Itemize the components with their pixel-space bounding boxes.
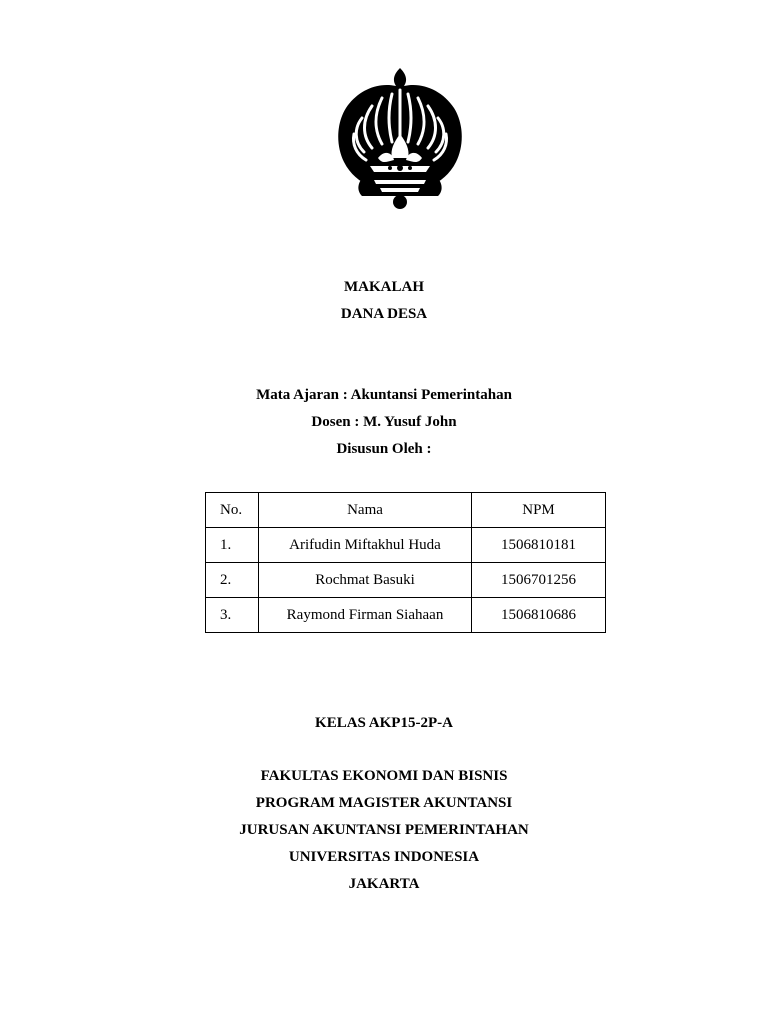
row-name: Raymond Firman Siahaan: [259, 598, 472, 633]
university-name: UNIVERSITAS INDONESIA: [288, 849, 480, 865]
document-title-line1: MAKALAH: [344, 279, 424, 295]
prepared-by-label: Disusun Oleh :: [336, 441, 432, 457]
header-name: Nama: [259, 493, 472, 528]
members-table-header-row: [206, 493, 606, 528]
row-no: 2.: [206, 563, 259, 598]
table-row: [206, 598, 606, 633]
document-title-line2: DANA DESA: [340, 306, 428, 322]
row-npm: 1506810686: [472, 598, 606, 633]
table-row: [206, 563, 606, 598]
row-name: Rochmat Basuki: [259, 563, 472, 598]
table-row: [206, 528, 606, 563]
header-npm: NPM: [472, 493, 606, 528]
course-lecturer: Dosen : M. Yusuf John: [311, 414, 457, 430]
university-logo-icon: [334, 64, 466, 210]
row-no: 1.: [206, 528, 259, 563]
row-no: 3.: [206, 598, 259, 633]
course-subject: Mata Ajaran : Akuntansi Pemerintahan: [256, 387, 512, 403]
header-no: No.: [206, 493, 259, 528]
row-name: Arifudin Miftakhul Huda: [259, 528, 472, 563]
department-name: JURUSAN AKUNTANSI PEMERINTAHAN: [239, 822, 529, 838]
class-label: KELAS AKP15-2P-A: [315, 715, 453, 731]
city-name: JAKARTA: [348, 876, 420, 892]
row-npm: 1506810181: [472, 528, 606, 563]
faculty-name: FAKULTAS EKONOMI DAN BISNIS: [260, 768, 508, 784]
members-table: [205, 492, 606, 633]
row-npm: 1506701256: [472, 563, 606, 598]
program-name: PROGRAM MAGISTER AKUNTANSI: [255, 795, 513, 811]
